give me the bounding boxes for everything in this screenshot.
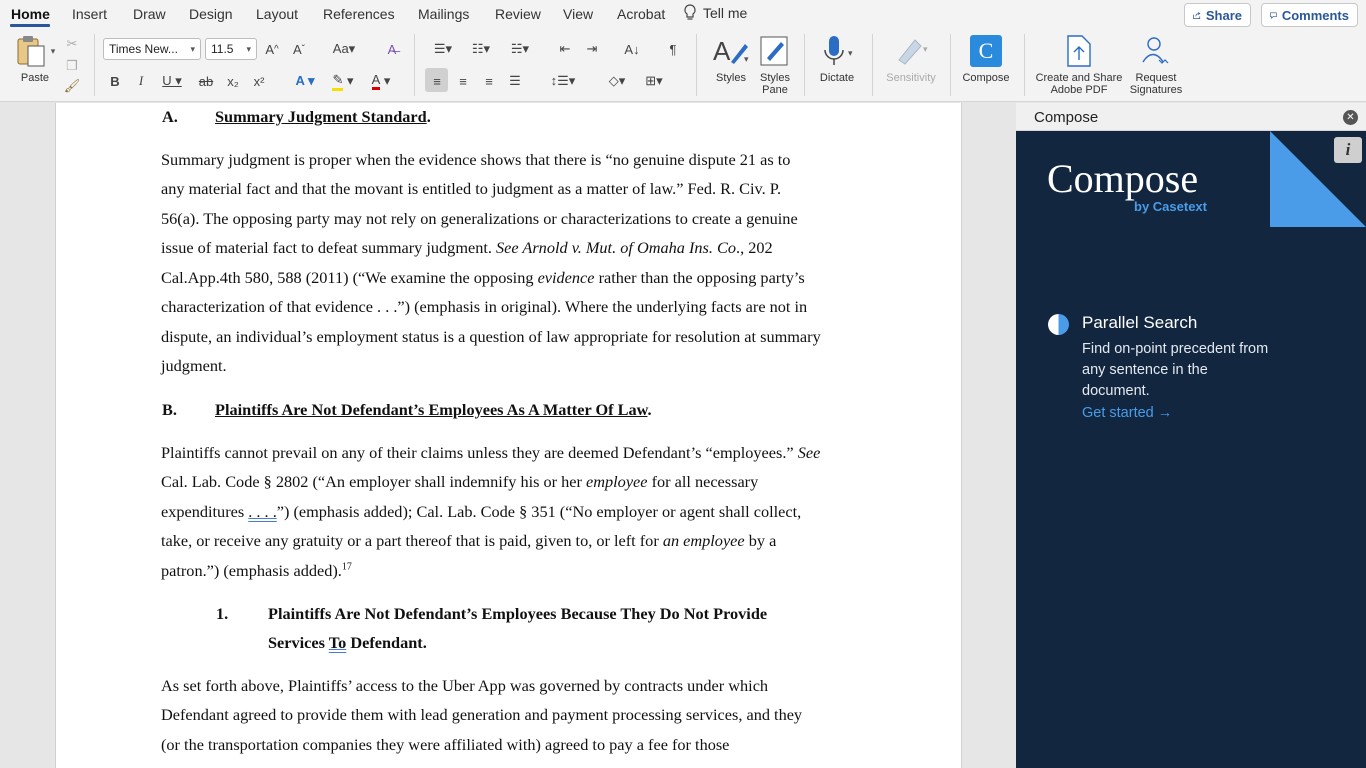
chevron-down-icon: ▾ <box>190 43 195 54</box>
tab-draw[interactable]: Draw <box>133 6 166 22</box>
tab-mailings[interactable]: Mailings <box>418 6 470 22</box>
bullets-icon[interactable]: ☰▾ <box>433 41 453 56</box>
subscript-icon[interactable]: x₂ <box>227 73 239 89</box>
p2-line-5 <box>161 561 352 581</box>
p2-an-employee-emphasis: an employee <box>662 531 745 550</box>
heading-b-number: B. <box>162 400 177 419</box>
tab-design[interactable]: Design <box>189 6 233 22</box>
change-case-icon[interactable]: Aa▾ <box>332 41 356 56</box>
create-share-pdf-button[interactable] <box>1032 34 1126 96</box>
document-area[interactable] <box>0 103 1016 768</box>
svg-text:A: A <box>713 36 731 66</box>
p1-evidence-emphasis: evidence <box>537 268 595 287</box>
heading-1-number: 1. <box>216 604 229 623</box>
get-started-link[interactable]: Get started → <box>1082 405 1173 421</box>
share-label: Share <box>1205 7 1242 23</box>
clear-formatting-icon[interactable]: A̶ <box>387 41 397 57</box>
p1-line-4-a: issue of material fact to defeat summary judgment. <box>161 238 492 257</box>
compose-brand-byline: by Casetext <box>1134 199 1207 214</box>
p1-line-7: dispute, an individual’s employment status is a question of law appropriate for resolution at summary <box>161 327 821 346</box>
sensitivity-button[interactable] <box>880 34 942 84</box>
show-formatting-marks-icon[interactable]: ¶ <box>669 41 677 57</box>
heading-a-text: Summary Judgment Standard <box>215 107 427 126</box>
sensitivity-label: Sensitivity <box>886 72 936 84</box>
italic-icon[interactable]: I <box>138 73 144 88</box>
separator <box>950 34 951 96</box>
tab-review[interactable]: Review <box>495 6 541 22</box>
p3-line-2: Defendant agreed to provide them with lead generation and payment processing services, and they <box>161 705 803 724</box>
p2-line-1-a: Plaintiffs cannot prevail on any of their claims unless they are deemed Defendant’s “employees.” <box>161 443 798 462</box>
p2-line-2-c: for all necessary <box>647 472 759 491</box>
heading-a: Summary Judgment Standard. <box>215 107 431 126</box>
multilevel-list-icon[interactable]: ☵▾ <box>510 41 530 56</box>
dictate-button[interactable] <box>812 34 862 84</box>
p2-line-4-a: take, or receive any gratuity or a part thereof that is paid, given to, or left for <box>161 531 663 550</box>
p3-line-1: As set forth above, Plaintiffs’ access to the Uber App was governed by contracts under which <box>161 676 769 695</box>
line-spacing-icon[interactable]: ↕☰▾ <box>550 73 576 88</box>
request-signatures-button[interactable] <box>1126 34 1186 96</box>
tab-home[interactable]: Home <box>11 6 50 22</box>
p1-line-5-c: rather than the opposing party’s <box>594 268 805 287</box>
p1-line-8: judgment. <box>161 356 227 375</box>
p1-line-1: Summary judgment is proper when the evidence shows that there is “no genuine dispute 21 as to <box>161 150 791 169</box>
p1-line-2: any material fact and that the movant is entitled to judgment as a matter of law.” Fed. R. Civ. P. <box>161 179 782 198</box>
p2-line-2 <box>161 472 758 492</box>
ribbon-toolbar <box>0 28 1366 102</box>
p1-line-4 <box>161 238 773 258</box>
p2-line-4 <box>161 531 776 551</box>
underline-icon[interactable]: U ▾ <box>162 73 182 88</box>
p2-line-3 <box>161 502 801 522</box>
strikethrough-icon[interactable]: ab <box>198 73 214 89</box>
heading-1-line-2 <box>268 633 427 653</box>
p2-see: See <box>797 443 821 462</box>
p1-line-4-c: ., 202 <box>736 238 773 257</box>
signature-icon <box>1139 34 1173 68</box>
font-size-value: 11.5 <box>211 42 234 56</box>
copy-icon[interactable]: ❐ <box>66 58 78 73</box>
heading-b: Plaintiffs Are Not Defendant’s Employees As A Matter Of Law. <box>215 400 652 419</box>
font-color-icon[interactable]: A ▾ <box>371 72 391 88</box>
styles-pane-button[interactable] <box>756 34 794 96</box>
p1-line-5-a: Cal.App.4th 580, 588 (2011) (“We examine the opposing <box>161 268 538 287</box>
pane-header <box>1016 103 1366 131</box>
font-name-value: Times New... <box>109 42 178 56</box>
p1-line-3: 56(a). The opposing party may not rely on generalizations or characterizations to create a genuine <box>161 209 798 228</box>
share-button[interactable] <box>1184 3 1251 27</box>
p2-line-3-c: ”) (emphasis added); Cal. Lab. Code § 351 (“No employer or agent shall collect, <box>276 502 802 521</box>
tell-me-search[interactable] <box>683 4 747 22</box>
highlight-color-icon[interactable]: ✎ ▾ <box>327 72 359 90</box>
styles-label: Styles <box>716 72 746 84</box>
comment-icon <box>1270 9 1277 22</box>
document-page[interactable] <box>55 103 962 768</box>
svg-text:▾: ▾ <box>744 54 749 64</box>
info-icon[interactable]: i <box>1334 137 1362 163</box>
separator <box>696 34 697 96</box>
pane-title: Compose <box>1034 109 1099 126</box>
grow-font-icon[interactable]: A ^ <box>265 41 279 57</box>
bold-icon[interactable]: B <box>110 73 120 89</box>
request-signatures-label: Request Signatures <box>1129 72 1183 96</box>
align-left-icon[interactable]: ≡ <box>433 73 441 89</box>
tab-view[interactable]: View <box>563 6 594 22</box>
comments-label: Comments <box>1281 7 1349 23</box>
share-icon <box>1193 9 1201 22</box>
p2-line-1 <box>161 443 820 463</box>
p2-line-4-c: by a <box>744 531 777 550</box>
p2-line-2-a: Cal. Lab. Code § 2802 (“An employer shall indemnify his or her <box>161 472 587 491</box>
separator <box>94 34 95 96</box>
tab-layout[interactable]: Layout <box>256 6 299 22</box>
shrink-font-icon[interactable]: A ˇ <box>292 41 305 57</box>
p1-line-5 <box>161 268 805 288</box>
font-name-select[interactable] <box>103 38 201 60</box>
separator <box>1024 34 1025 96</box>
heading-1-flagged-word[interactable]: To <box>328 633 347 652</box>
close-icon[interactable]: ✕ <box>1343 110 1358 125</box>
borders-icon[interactable]: ⊞▾ <box>645 73 663 88</box>
p2-line-5-a: patron.”) (emphasis added). <box>161 561 342 580</box>
compose-brand-logo: Compose <box>1047 156 1199 201</box>
p1-line-6: characterization of that evidence . . .”) (emphasis in original). Where the underlying facts are not in <box>161 297 808 316</box>
comments-button[interactable] <box>1261 3 1358 27</box>
sensitivity-icon <box>891 34 931 68</box>
decrease-indent-icon[interactable]: ⇤ <box>559 41 571 56</box>
shading-icon[interactable]: ◇▾ <box>608 73 626 88</box>
separator <box>804 34 805 96</box>
heading-b-text: Plaintiffs Are Not Defendant’s Employees As A Matter Of Law <box>215 400 648 419</box>
svg-text:▾: ▾ <box>923 44 928 54</box>
clipboard-icon <box>15 34 49 68</box>
cut-icon[interactable]: ✂ <box>66 36 78 51</box>
increase-indent-icon[interactable]: ⇥ <box>586 41 598 56</box>
heading-1-line-2-a: Services <box>268 633 329 652</box>
half-circle-icon <box>1048 314 1069 335</box>
sort-icon[interactable]: A↓ <box>624 41 640 57</box>
heading-1-line-2-c: Defendant. <box>346 633 427 652</box>
heading-1-line-1: Plaintiffs Are Not Defendant’s Employees Because They Do Not Provide <box>268 604 768 623</box>
dictate-label: Dictate <box>819 72 855 84</box>
paste-button[interactable] <box>14 34 56 84</box>
font-size-select[interactable] <box>205 38 257 60</box>
feature-description: Find on-point precedent from any sentence in the document. <box>1082 341 1269 399</box>
styles-button[interactable] <box>708 34 754 84</box>
align-center-icon[interactable]: ≡ <box>459 73 467 89</box>
compose-ribbon-button[interactable] <box>958 34 1014 84</box>
microphone-icon <box>817 34 857 68</box>
ribbon-tab-bar <box>0 0 1366 28</box>
numbering-icon[interactable]: ☷▾ <box>471 41 491 56</box>
svg-text:▾: ▾ <box>848 48 853 58</box>
p2-employee-emphasis: employee <box>586 472 648 491</box>
p2-line-3-a: expenditures <box>161 502 249 521</box>
paste-label: Paste <box>20 72 50 84</box>
footnote-ref-17[interactable]: 17 <box>341 561 352 573</box>
pdf-share-icon <box>1064 34 1094 68</box>
superscript-icon[interactable]: x² <box>253 73 265 89</box>
heading-a-number: A. <box>162 107 178 126</box>
compose-logo-icon: C <box>970 35 1002 67</box>
compose-label: Compose <box>962 72 1010 84</box>
case-citation: See Arnold v. Mut. of Omaha Ins. Co <box>496 238 737 257</box>
styles-icon <box>711 34 751 68</box>
styles-pane-icon <box>759 34 791 68</box>
active-tab-indicator <box>10 24 50 27</box>
justify-icon[interactable]: ☰ <box>509 73 521 88</box>
chevron-down-icon: ▾ <box>246 43 251 54</box>
feature-title: Parallel Search <box>1082 313 1198 332</box>
tab-insert[interactable]: Insert <box>72 6 108 22</box>
tab-references[interactable]: References <box>323 6 395 22</box>
tell-me-label: Tell me <box>703 5 748 21</box>
paste-dropdown-icon[interactable]: ▾ <box>50 46 56 56</box>
p3-line-3: (or the transportation companies they were affiliated with) agreed to pay a fee for those <box>161 735 730 754</box>
lightbulb-icon <box>683 4 697 22</box>
separator <box>872 34 873 96</box>
p2-ellipsis-flagged[interactable]: . . . . <box>248 502 277 521</box>
format-painter-icon[interactable]: 🖌 <box>63 78 81 93</box>
separator <box>414 34 415 96</box>
align-right-icon[interactable]: ≡ <box>485 73 493 89</box>
create-share-pdf-label: Create and Share Adobe PDF <box>1035 72 1123 96</box>
tab-acrobat[interactable]: Acrobat <box>617 6 666 22</box>
styles-pane-label: Styles Pane <box>760 72 790 96</box>
text-effects-icon[interactable]: A ▾ <box>295 73 315 88</box>
compose-pane <box>1016 103 1366 768</box>
